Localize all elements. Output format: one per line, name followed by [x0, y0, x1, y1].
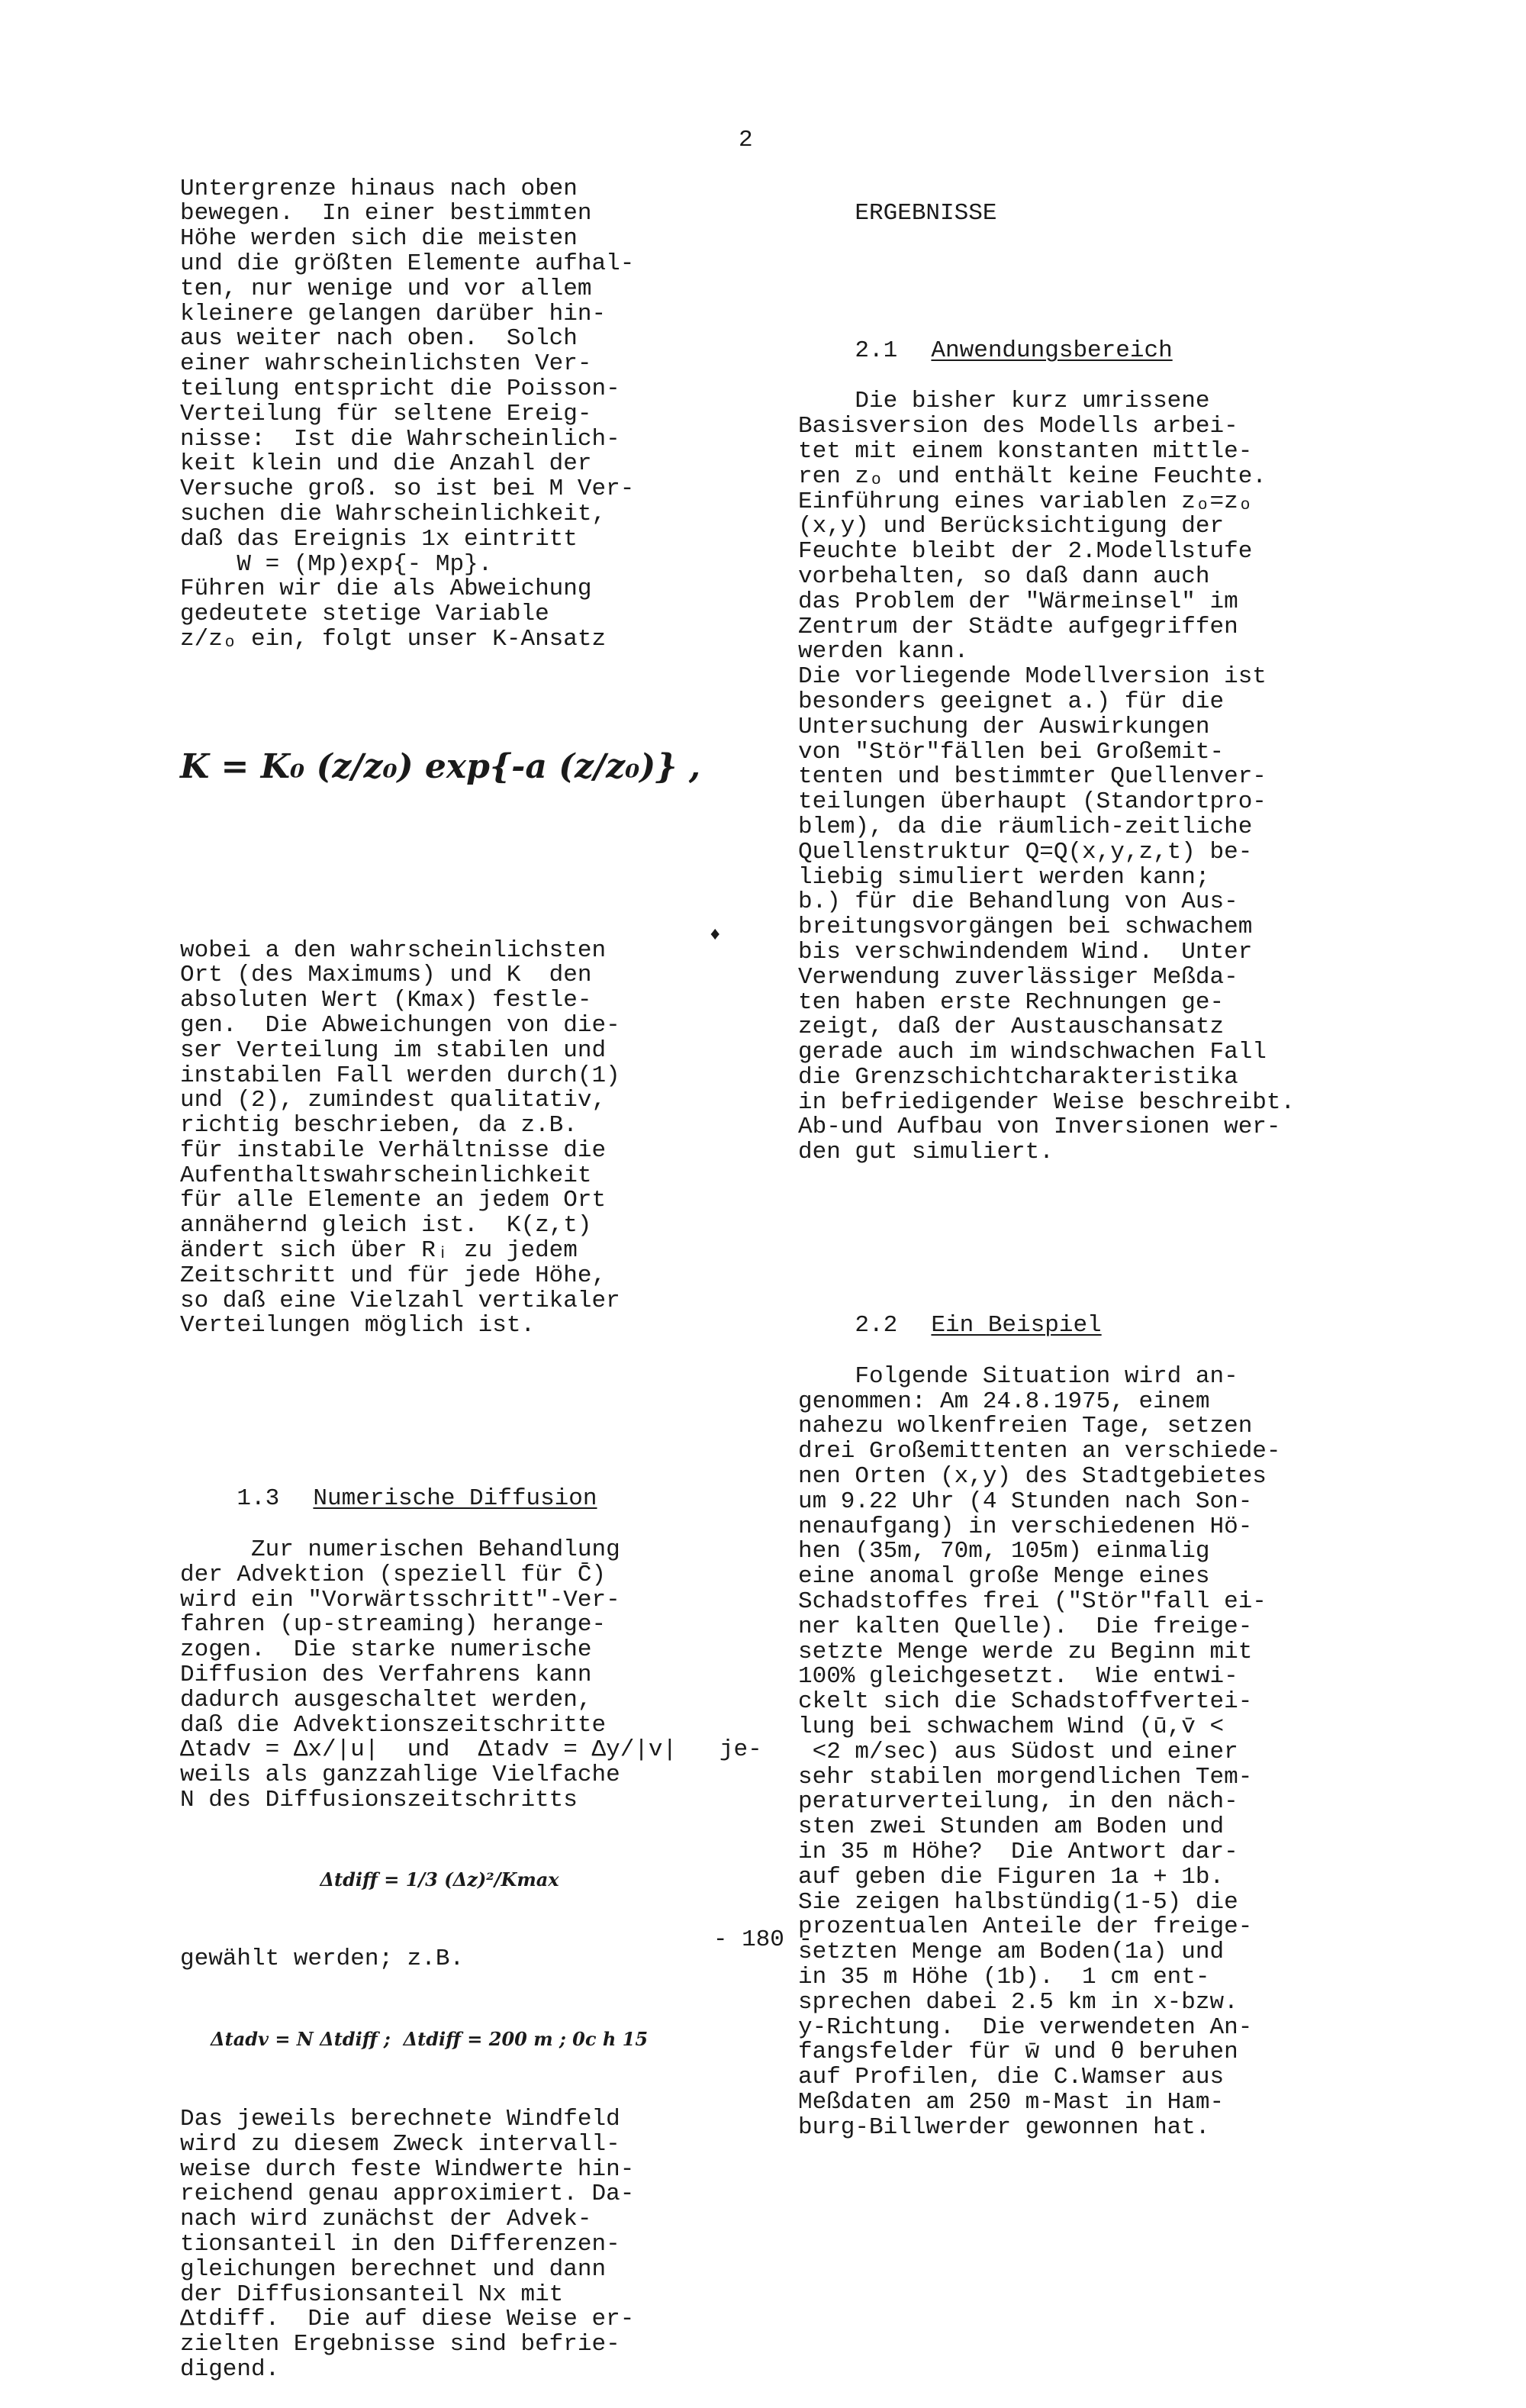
text-line: z/zₒ ein, folgt unser K-Ansatz: [180, 625, 607, 653]
text-line: Die vorliegende Modellversion ist: [798, 663, 1267, 691]
text-line: richtig beschrieben, da z.B.: [180, 1112, 578, 1140]
text-line: Die bisher kurz umrissene: [798, 388, 1210, 415]
text-line: nahezu wolkenfreien Tage, setzen: [798, 1413, 1253, 1440]
text-line: wird ein "Vorwärtsschritt"-Ver-: [180, 1586, 620, 1613]
text-line: (x,y) und Berücksichtigung der: [798, 513, 1225, 540]
text-line: das Problem der "Wärmeinsel" im: [798, 588, 1238, 615]
text-line: nisse: Ist die Wahrscheinlich-: [180, 425, 620, 453]
text-line: auf Profilen, die C.Wamser aus: [798, 2064, 1225, 2091]
text-line: gerade auch im windschwachen Fall: [798, 1039, 1267, 1066]
text-line: daß das Ereignis 1x eintritt: [180, 525, 578, 553]
text-line: teilungen überhaupt (Standortpro-: [798, 788, 1267, 816]
right-para-2: [798, 1362, 1378, 2141]
text-line: für alle Elemente an jedem Ort: [180, 1187, 607, 1214]
section-number: 1.3: [237, 1485, 280, 1513]
text-line: aus weiter nach oben. Solch: [180, 325, 578, 353]
text-line: fahren (up-streaming) herange-: [180, 1611, 607, 1639]
text-line: tionsanteil in den Differenzen-: [180, 2230, 620, 2258]
text-line: Basisversion des Modells arbei-: [798, 413, 1238, 440]
text-line: gleichungen berechnet und dann: [180, 2255, 607, 2283]
text-line: den gut simuliert.: [798, 1139, 1054, 1166]
text-line: tet mit einem konstanten mittle-: [798, 437, 1253, 465]
text-line: W = (Mp)exp{- Mp}.: [180, 550, 493, 578]
text-line: nenaufgang) in verschiedenen Hö-: [798, 1513, 1253, 1540]
text-line: wobei a den wahrscheinlichsten: [180, 936, 607, 964]
left-para-4: [180, 2107, 699, 2383]
text-line: b.) für die Behandlung von Aus-: [798, 888, 1238, 916]
text-line: 100% gleichgesetzt. Wie entwi-: [798, 1663, 1238, 1691]
text-line: daß die Advektionszeitschritte: [180, 1711, 607, 1739]
text-line: Zeitschritt und für jede Höhe,: [180, 1262, 607, 1289]
text-line: hen (35m, 70m, 105m) einmalig: [798, 1538, 1210, 1565]
text-line: Zentrum der Städte aufgegriffen: [798, 613, 1238, 640]
text-line: blem), da die räumlich-zeitliche: [798, 813, 1253, 840]
left-para-3: [180, 1536, 762, 1814]
text-line: nen Orten (x,y) des Stadtgebietes: [798, 1463, 1267, 1491]
text-line: Untergrenze hinaus nach oben: [180, 175, 578, 202]
text-line: nach wird zunächst der Advek-: [180, 2206, 592, 2233]
section-2-1-heading: [798, 314, 1378, 364]
text-line: ckelt sich die Schadstoffvertei-: [798, 1688, 1253, 1716]
text-line: tenten und bestimmter Quellenver-: [798, 763, 1267, 791]
text-line: in 35 m Höhe? Die Antwort dar-: [798, 1839, 1238, 1865]
text-line: Versuche groß. so ist bei M Ver-: [180, 475, 635, 503]
text-line: absoluten Wert (Kmax) festle-: [180, 987, 592, 1014]
left-para-2: [180, 936, 699, 1339]
text-line: gen. Die Abweichungen von die-: [180, 1011, 620, 1039]
right-column: [798, 127, 1378, 2165]
text-line: Folgende Situation wird an-: [798, 1362, 1238, 1390]
page-number: - 180 -: [713, 1926, 813, 1953]
text-line: und die größten Elemente aufhal-: [180, 250, 635, 277]
text-line: Sie zeigen halbstündig(1-5) die: [798, 1888, 1238, 1916]
text-line: drei Großemittenten an verschiede-: [798, 1438, 1281, 1465]
text-line: digend.: [180, 2355, 280, 2383]
text-line: werden kann.: [798, 638, 969, 666]
text-line: setzte Menge werde zu Beginn mit: [798, 1638, 1253, 1665]
text-line: Δtadv = Δx/|u| und Δtadv = Δy/|v| je-: [180, 1736, 762, 1764]
section-title: Numerische Diffusion: [313, 1485, 597, 1513]
section-title: Anwendungsbereich: [931, 337, 1173, 364]
text-line: besonders geeignet a.) für die: [798, 688, 1225, 715]
left-para-1: [180, 177, 699, 653]
text-line: Untersuchung der Auswirkungen: [798, 713, 1210, 740]
text-line: <2 m/sec) aus Südost und einer: [798, 1738, 1238, 1765]
text-line: genommen: Am 24.8.1975, einem: [798, 1388, 1210, 1415]
text-line: Feuchte bleibt der 2.Modellstufe: [798, 538, 1253, 566]
text-line: auf geben die Figuren 1a + 1b.: [798, 1863, 1225, 1891]
text-line: reichend genau approximiert. Da-: [180, 2181, 635, 2208]
left-column: [180, 127, 762, 2408]
text-line: Zur numerischen Behandlung: [180, 1536, 620, 1564]
text-line: setzten Menge am Boden(1a) und: [798, 1939, 1225, 1966]
text-line: ser Verteilung im stabilen und: [180, 1036, 607, 1064]
text-line: Höhe werden sich die meisten: [180, 225, 578, 253]
right-para-1: [798, 389, 1378, 1165]
text-line: suchen die Wahrscheinlichkeit,: [180, 500, 607, 527]
text-line: in 35 m Höhe (1b). 1 cm ent-: [798, 1963, 1210, 1991]
text-line: Ort (des Maximums) und K den: [180, 962, 592, 989]
text-line: peraturverteilung, in den näch-: [798, 1788, 1238, 1816]
text-line: zeigt, daß der Austauschansatz: [798, 1014, 1225, 1041]
text-line: ändert sich über Rᵢ zu jedem: [180, 1237, 578, 1265]
example-timestep-formula: Δtadv = N Δtdiff ; Δtdiff = 200 m ; 0c h 15: [211, 2028, 649, 2051]
section-title: Ein Beispiel: [931, 1312, 1102, 1339]
text-line: teilung entspricht die Poisson-: [180, 375, 620, 402]
text-line: gedeutete stetige Variable: [180, 601, 549, 628]
text-line: prozentualen Anteile der freige-: [798, 1913, 1253, 1941]
section-number: 2.1: [855, 337, 898, 364]
text-line: Verteilungen möglich ist.: [180, 1312, 536, 1339]
text-line: weils als ganzzahlige Vielfache: [180, 1762, 620, 1789]
text-line: burg-Billwerder gewonnen hat.: [798, 2113, 1210, 2141]
stray-mark: ♦: [710, 925, 721, 946]
text-line: ner kalten Quelle). Die freige-: [798, 1613, 1253, 1640]
text-line: sehr stabilen morgendlichen Tem-: [798, 1763, 1253, 1791]
text-line: sten zwei Stunden am Boden und: [798, 1813, 1225, 1841]
section-title: ERGEBNISSE: [855, 200, 997, 227]
diffusion-timestep-formula: Δtdiff = 1/3 (Δz)²/Kmax: [320, 1868, 559, 1891]
text-line: keit klein und die Anzahl der: [180, 450, 592, 478]
text-line: die Grenzschichtcharakteristika: [798, 1063, 1238, 1091]
text-line: um 9.22 Uhr (4 Stunden nach Son-: [798, 1488, 1253, 1515]
text-line: dadurch ausgeschaltet werden,: [180, 1686, 592, 1713]
section-2-number: 2: [739, 127, 753, 153]
text-line: Quellenstruktur Q=Q(x,y,z,t) be-: [798, 838, 1253, 866]
text-line: für instabile Verhältnisse die: [180, 1136, 607, 1164]
text-line: Ab-und Aufbau von Inversionen wer-: [798, 1114, 1281, 1141]
text-line: Verteilung für seltene Ereig-: [180, 400, 592, 427]
text-line: wird zu diesem Zweck intervall-: [180, 2130, 620, 2158]
text-line: zogen. Die starke numerische: [180, 1636, 592, 1664]
section-number: 2.2: [855, 1312, 898, 1339]
text-line: eine anomal große Menge eines: [798, 1563, 1210, 1591]
text-line: Das jeweils berechnete Windfeld: [180, 2105, 620, 2132]
text-line: Einführung eines variablen zₒ=zₒ: [798, 488, 1253, 515]
text-line: ten haben erste Rechnungen ge-: [798, 988, 1225, 1016]
section-2-2-heading: [798, 1288, 1378, 1339]
text-line: y-Richtung. Die verwendeten An-: [798, 2013, 1253, 2041]
section-1-3-heading: [180, 1462, 699, 1513]
text-line: gewählt werden; z.B.: [180, 1945, 465, 1972]
text-line: der Advektion (speziell für C̄): [180, 1561, 607, 1588]
text-line: Δtdiff. Die auf diese Weise er-: [180, 2306, 635, 2333]
text-line: von "Stör"fällen bei Großemit-: [798, 738, 1225, 766]
text-line: liebig simuliert werden kann;: [798, 863, 1210, 891]
text-line: Führen wir die als Abweichung: [180, 575, 592, 603]
text-line: in befriedigender Weise beschreibt.: [798, 1088, 1296, 1116]
text-line: so daß eine Vielzahl vertikaler: [180, 1287, 620, 1314]
text-line: sprechen dabei 2.5 km in x-bzw.: [798, 1988, 1238, 2016]
text-line: Diffusion des Verfahrens kann: [180, 1662, 592, 1689]
text-line: der Diffusionsanteil Nx mit: [180, 2281, 564, 2308]
text-line: zielten Ergebnisse sind befrie-: [180, 2331, 620, 2358]
text-line: Meßdaten am 250 m-Mast in Ham-: [798, 2088, 1225, 2116]
text-line: annähernd gleich ist. K(z,t): [180, 1212, 592, 1239]
text-line: Verwendung zuverlässiger Meßda-: [798, 963, 1238, 991]
text-line: bewegen. In einer bestimmten: [180, 200, 592, 227]
text-line: instabilen Fall werden durch(1): [180, 1062, 620, 1089]
text-line: und (2), zumindest qualitativ,: [180, 1087, 607, 1114]
text-line: Schadstoffes frei ("Stör"fall ei-: [798, 1588, 1267, 1616]
section-2-heading: [798, 177, 1378, 227]
text-line: kleinere gelangen darüber hin-: [180, 300, 607, 327]
text-line: fangsfelder für w̄ und θ beruhen: [798, 2039, 1238, 2066]
k-ansatz-formula: K = K₀ (z/z₀) exp{-a (z/z₀)} ,: [180, 747, 701, 787]
text-line: Aufenthaltswahrscheinlichkeit: [180, 1162, 592, 1189]
text-line: weise durch feste Windwerte hin-: [180, 2155, 635, 2183]
text-line: einer wahrscheinlichsten Ver-: [180, 350, 592, 378]
text-line: bis verschwindendem Wind. Unter: [798, 938, 1253, 965]
text-line: lung bei schwachem Wind (ū,v̄ <: [798, 1713, 1225, 1741]
text-line: ren zₒ und enthält keine Feuchte.: [798, 463, 1267, 490]
text-line: breitungsvorgängen bei schwachem: [798, 914, 1253, 941]
text-line: vorbehalten, so daß dann auch: [798, 563, 1210, 590]
text-line: N des Diffusionszeitschritts: [180, 1787, 578, 1814]
text-line: ten, nur wenige und vor allem: [180, 275, 592, 302]
